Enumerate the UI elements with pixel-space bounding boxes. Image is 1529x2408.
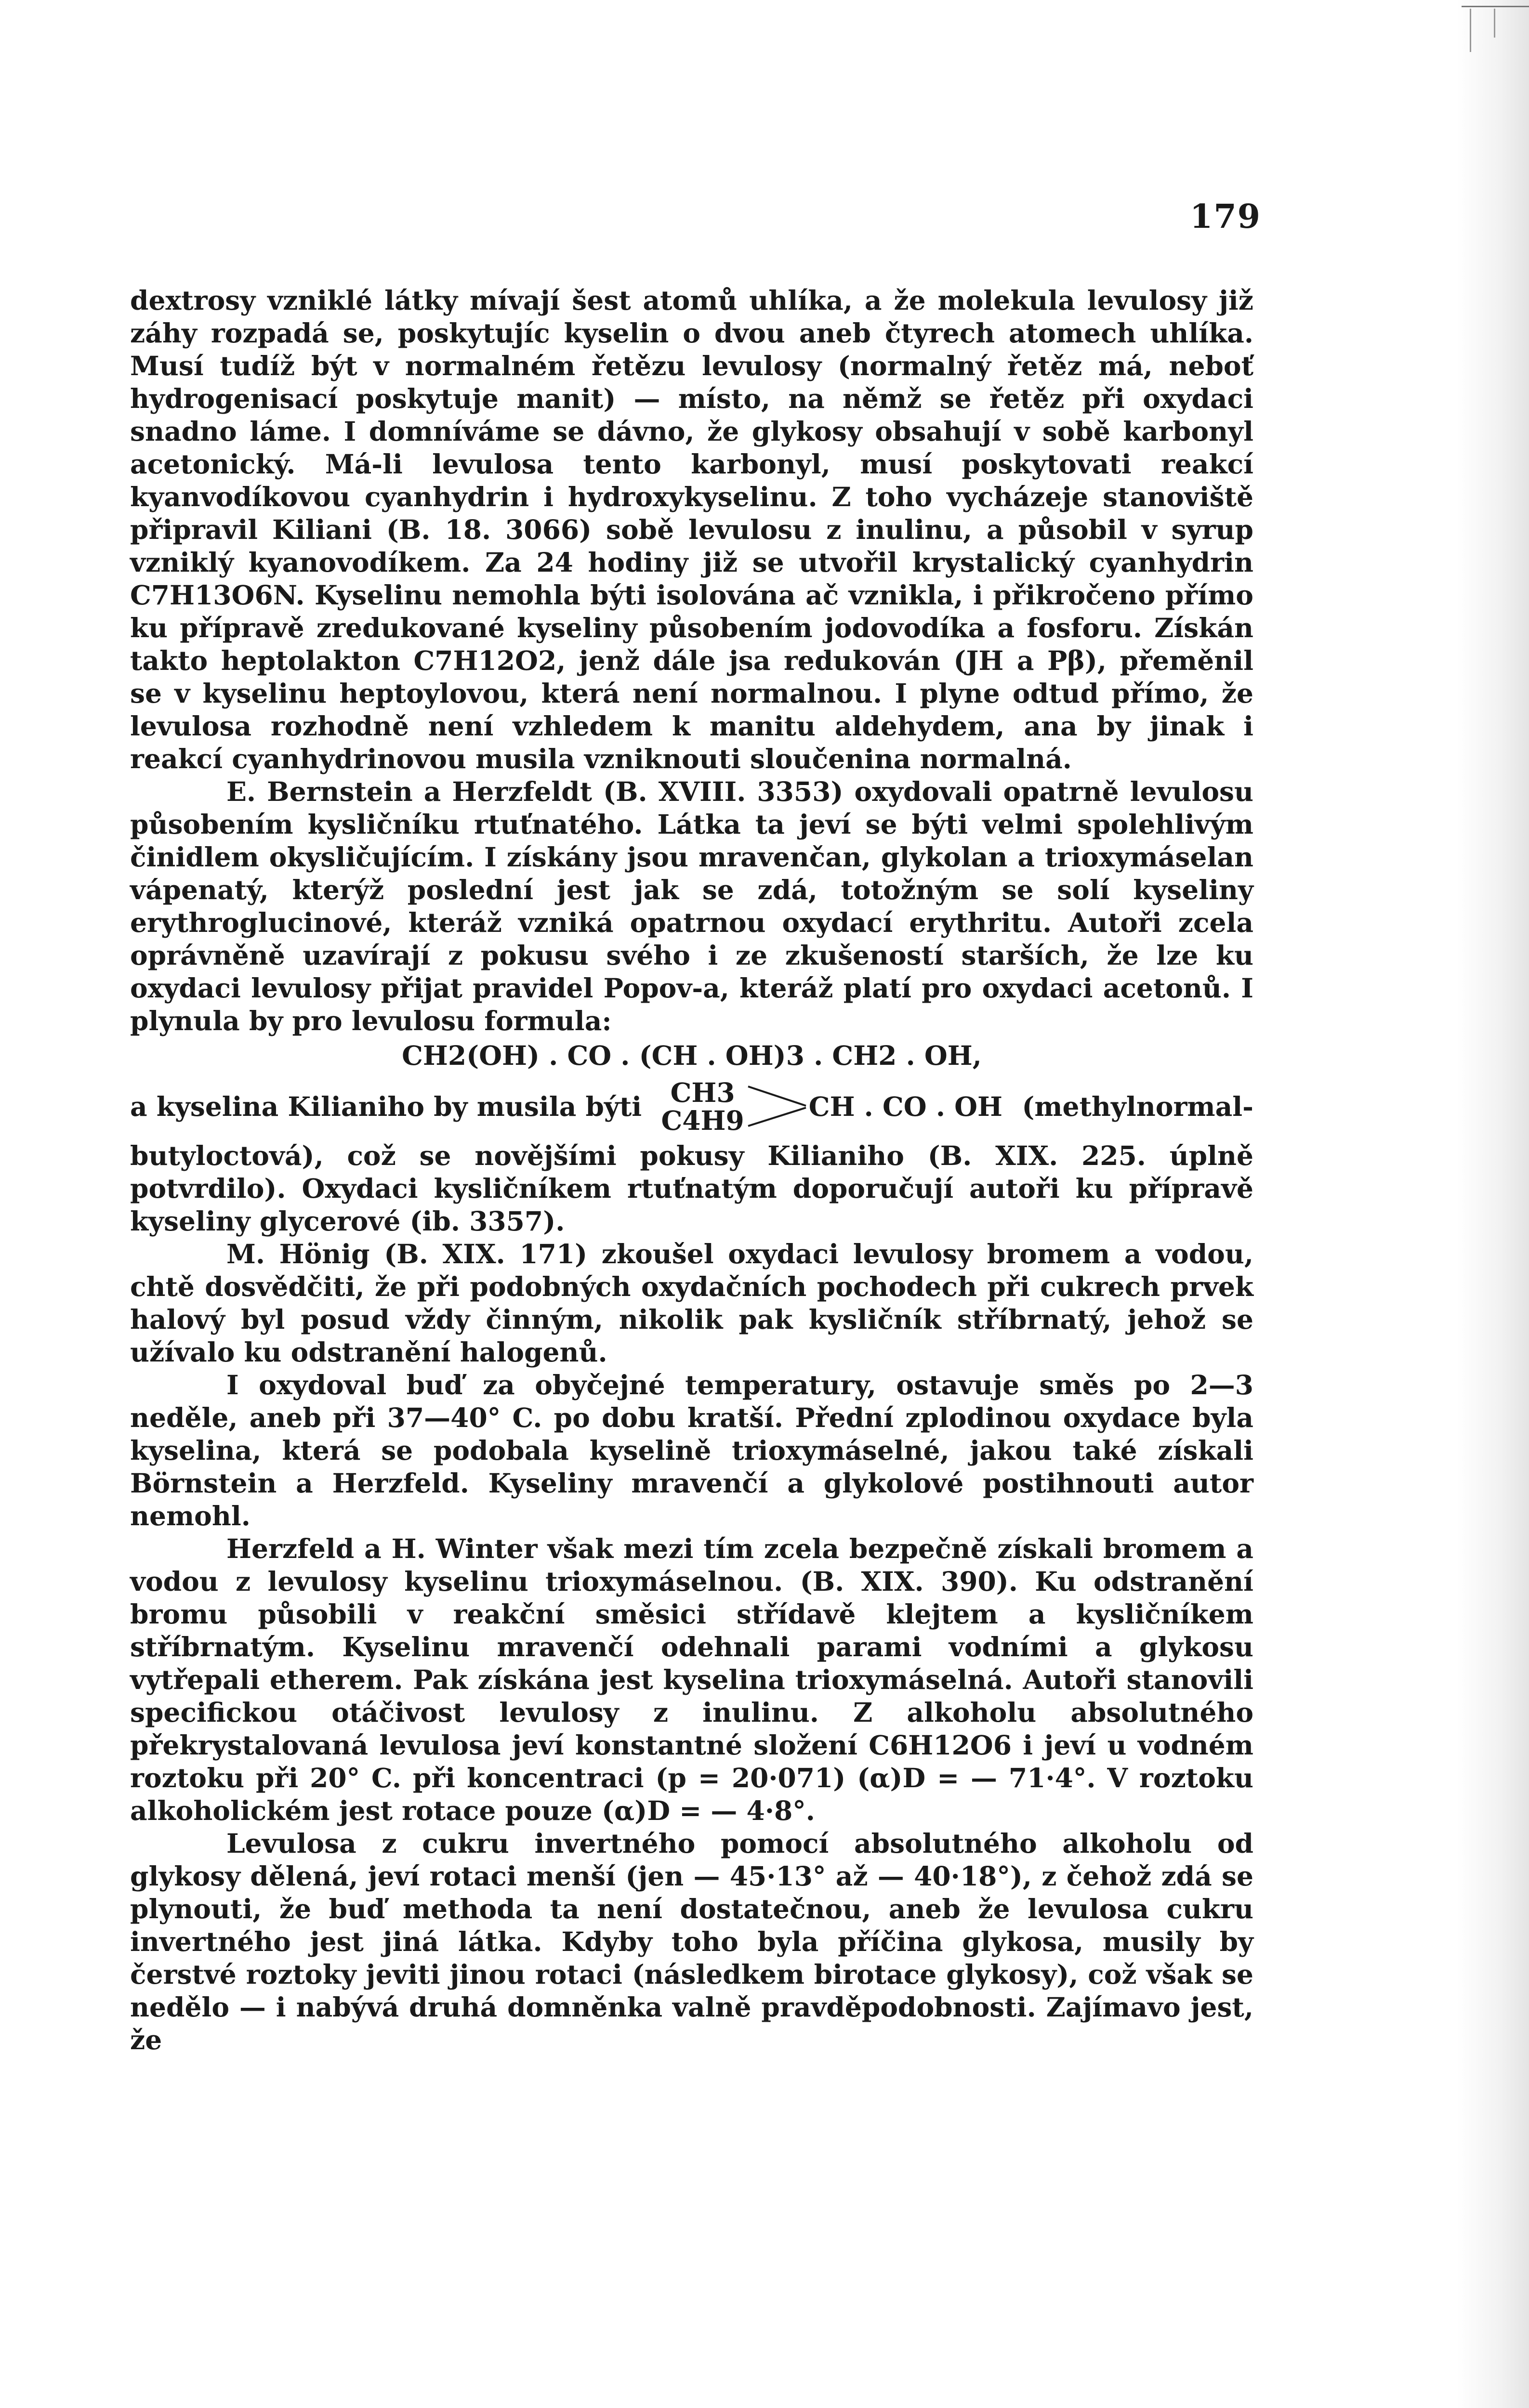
paragraph-7: Levulosa z cukru invertného pomocí absolutného alkoholu od glykosy dělená, jeví rotaci menší (jen — 45·13° až — 40·18°), z čehož zdá se plynouti, že buď methoda ta není dostatečnou, aneb že levulosa cukru invertného jest jiná látka. Kdyby toho byla příčina glykosa, musily by čerstvé roztoky jeviti jinou rotaci (následkem birotace glykosy), což však se nedělo — i nabývá druhá domněnka valně pravděpodobnosti. Zajímavo jest, že [130, 1828, 1253, 2055]
branched-formula [661, 1078, 1002, 1136]
edge-tick [1470, 9, 1471, 52]
page-number: 179 [1190, 197, 1261, 236]
levulose-formula: CH2(OH) . CO . (CH . OH)3 . CH2 . OH, [402, 1040, 982, 1071]
paragraph-3: butyloctová), což se novějšími pokusy Kilianiho (B. XIX. 225. úplně potvrdilo). Oxydaci kysličníkem rtuťnatým doporučují autoři ku přípravě kyseliny glycerové (ib. 3357). [130, 1140, 1253, 1237]
formula-carboxyl-chain: CH . CO . OH [808, 1091, 1002, 1122]
page-edge-shadow [1457, 0, 1529, 2408]
edge-tick [1494, 9, 1495, 38]
paragraph-4: M. Hönig (B. XIX. 171) zkoušel oxydaci levulosy bromem a vodou, chtě dosvědčiti, že při podobných oxydačních pochodech při cukrech prvek halový byl posud vždy činným, nikolik pak kysličník stříbrnatý, jehož se užívalo ku odstranění halogenů. [130, 1238, 1253, 1368]
kiliani-acid-formula-line [130, 1074, 1253, 1139]
paragraph-6: Herzfeld a H. Winter však mezi tím zcela bezpečně získali bromem a vodou z levulosy kyselinu trioxymáselnou. (B. XIX. 390). Ku odstranění bromu působili v reakční směsici střídavě klejtem a kysličníkem stříbrnatým. Kyselinu mravenčí odehnali parami vodními a glykosu vytřepali etherem. Pak získána jest kyselina trioxymáselná. Autoři stanovili specifickou otáčivost levulosy z inulinu. Z alkoholu absolutného překrystalovaná levulosa jeví konstantné složení C6H12O6 i jeví u vodném roztoku při 20° C. při koncentraci (p = 20·071) (α)D = — 71·4°. V roztoku alkoholickém jest rotace pouze (α)D = — 4·8°. [130, 1533, 1253, 1826]
formula-trailing-text: (methylnormal- [1022, 1091, 1253, 1122]
paragraph-2: E. Bernstein a Herzfeldt (B. XVIII. 3353) oxydovali opatrně levulosu působením kysličníku rtuťnatého. Látka ta jeví se býti velmi spolehlivým činidlem okysličujícím. I získány jsou mravenčan, glykolan a trioxymáselan vápenatý, kterýž poslední jest jak se zdá, totožným se solí kyseliny erythroglucinové, kteráž vzniká opatrnou oxydací erythritu. Autoři zcela oprávněně uzavírají z pokusu svého i ze zkušeností starších, že lze ku oxydaci levulosy přijat pravidel Popov-a, kteráž platí pro oxydaci acetonů. I plynula by pro levulosu formula: [130, 776, 1253, 1036]
formula-lead-text: a kyselina Kilianiho by musila býti [130, 1091, 642, 1122]
body-text [130, 284, 1253, 2056]
substituent-butyl: C4H9 [661, 1105, 744, 1136]
paragraph-1: dextrosy vzniklé látky mívají šest atomů uhlíka, a že molekula levulosy již záhy rozpadá se, poskytujíc kyselin o dvou aneb čtyrech atomech uhlíka. Musí tudíž být v normalném řetězu levulosy (normalný řetěz má, neboť hydrogenisací poskytuje manit) — místo, na němž se řetěz při oxydaci snadno láme. I domníváme se dávno, že glykosy obsahují v sobě karbonyl acetonický. Má-li levulosa tento karbonyl, musí poskytovati reakcí kyanvodíkovou cyanhydrin i hydroxykyselinu. Z toho vycházeje stanoviště připravil Kiliani (B. 18. 3066) sobě levulosu z inulinu, a působil v syrup vzniklý kyanovodíkem. Za 24 hodiny již se utvořil krystalický cyanhydrin C7H13O6N. Kyselinu nemohla býti isolována ač vznikla, i přikročeno přímo ku přípravě zredukované kyseliny působením jodovodíka a fosforu. Získán takto heptolakton C7H12O2, jenž dále jsa redukován (JH a Pβ), přeměnil se v kyselinu heptoylovou, která není normalnou. I plyne odtud přímo, že levulosa rozhodně není vzhledem k manitu aldehydem, ana by jinak i reakcí cyanhydrinovou musila vzniknouti sloučenina normalná. [130, 285, 1253, 774]
edge-rule [1462, 6, 1529, 7]
paragraph-5: I oxydoval buď za obyčejné temperatury, ostavuje směs po 2—3 neděle, aneb při 37—40° C. po dobu kratší. Přední zplodinou oxydace byla kyselina, která se podobala kyselině trioxymáselné, jakou také získali Börnstein a Herzfeld. Kyseliny mravenčí a glykolové postihnouti autor nemohl. [130, 1369, 1253, 1531]
substituent-methyl: CH3 [670, 1077, 735, 1108]
formula-substituents [661, 1079, 744, 1135]
branch-bond-lines [746, 1078, 809, 1136]
